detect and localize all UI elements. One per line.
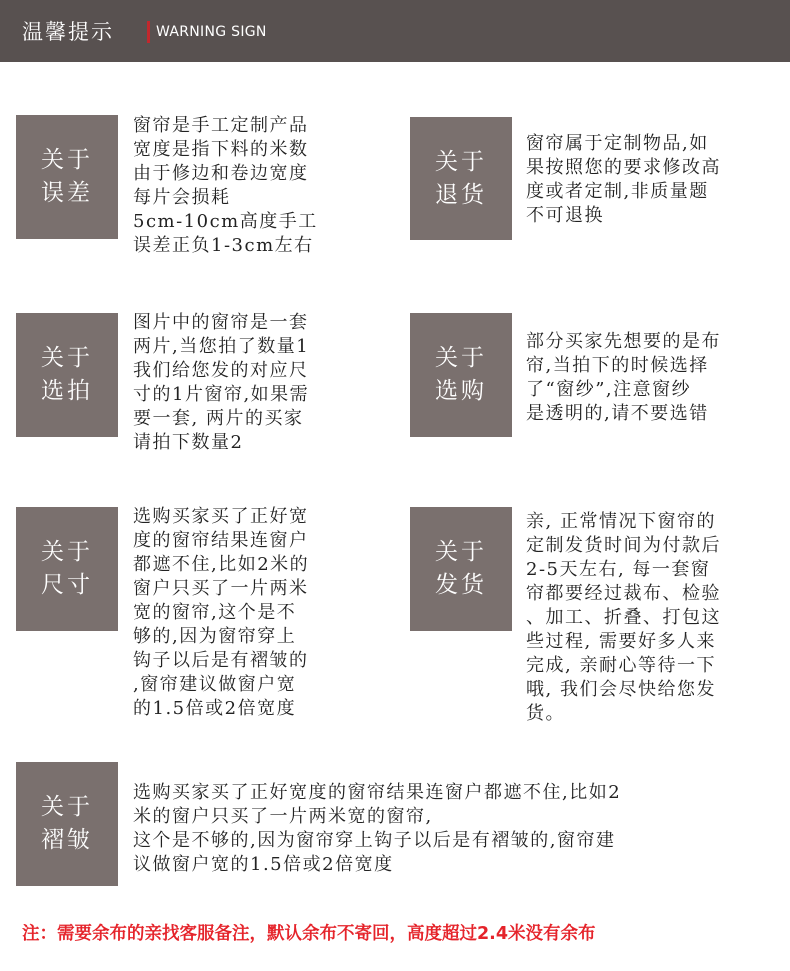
tag-returns: [410, 117, 512, 240]
header-accent-bar: [147, 21, 150, 43]
text-returns: 窗帘属于定制物品,如 果按照您的要求修改高 度或者定制,非质量题 不可退换: [526, 133, 721, 226]
tag-shipping: [410, 507, 512, 631]
header-title: 温馨提示: [22, 20, 114, 44]
tag-line2: 误差: [41, 180, 93, 206]
tag-line1: 关于: [41, 539, 93, 565]
tag-line1: 关于: [41, 345, 93, 371]
tag-line1: 关于: [435, 539, 487, 565]
footer-note: 注：需要余布的亲找客服备注，默认余布不寄回，高度超过2.4米没有余布: [22, 924, 596, 944]
text-shipping: 亲, 正常情况下窗帘的 定制发货时间为付款后 2-5天左右, 每一套窗 帘都要经过裁布、检验 、加工、折叠、打包这 些过程, 需要好多人来 完成, 亲耐心等待一下 哦, 我们会尽快给您发 货。: [526, 511, 721, 724]
tag-line1: 关于: [41, 794, 93, 820]
tag-wrinkles: [16, 762, 118, 886]
tag-selection: [410, 313, 512, 437]
tag-ordering: [16, 313, 118, 437]
tag-line2: 选购: [435, 378, 487, 404]
tag-line2: 选拍: [41, 378, 93, 404]
tag-line1: 关于: [435, 345, 487, 371]
text-ordering: 图片中的窗帘是一套 两片,当您拍了数量1 我们给您发的对应尺 寸的1片窗帘,如果需 要一套, 两片的买家 请拍下数量2: [133, 312, 310, 453]
tag-size: [16, 507, 118, 631]
tag-line2: 尺寸: [41, 572, 93, 598]
tag-error-tolerance: [16, 115, 118, 239]
tag-line2: 退货: [435, 181, 487, 208]
text-selection: 部分买家先想要的是布 帘,当拍下的时候选择 了“窗纱”,注意窗纱 是透明的,请不要选错: [526, 331, 721, 424]
text-wrinkles: 选购买家买了正好宽度的窗帘结果连窗户都遮不住,比如2 米的窗户只买了一片两米宽的窗帘, 这个是不够的,因为窗帘穿上钩子以后是有褶皱的,窗帘建 议做窗户宽的1.5倍或2倍宽度: [133, 782, 622, 875]
header-banner: [0, 0, 790, 62]
header-subtitle: WARNING SIGN: [156, 24, 267, 40]
tag-line2: 褶皱: [41, 827, 93, 853]
tag-line1: 关于: [435, 148, 487, 175]
tag-line2: 发货: [435, 572, 487, 598]
text-error-tolerance: 窗帘是手工定制产品 宽度是指下料的米数 由于修边和卷边宽度 每片会损耗 5cm-10cm高度手工 误差正负1-3cm左右: [133, 115, 318, 256]
tag-line1: 关于: [41, 147, 93, 173]
text-size: 选购买家买了正好宽 度的窗帘结果连窗户 都遮不住,比如2米的 窗户只买了一片两米 宽的窗帘,这个是不 够的,因为窗帘穿上 钩子以后是有褶皱的 ,窗帘建议做窗户宽 的1.5倍或2倍宽度: [133, 506, 310, 719]
